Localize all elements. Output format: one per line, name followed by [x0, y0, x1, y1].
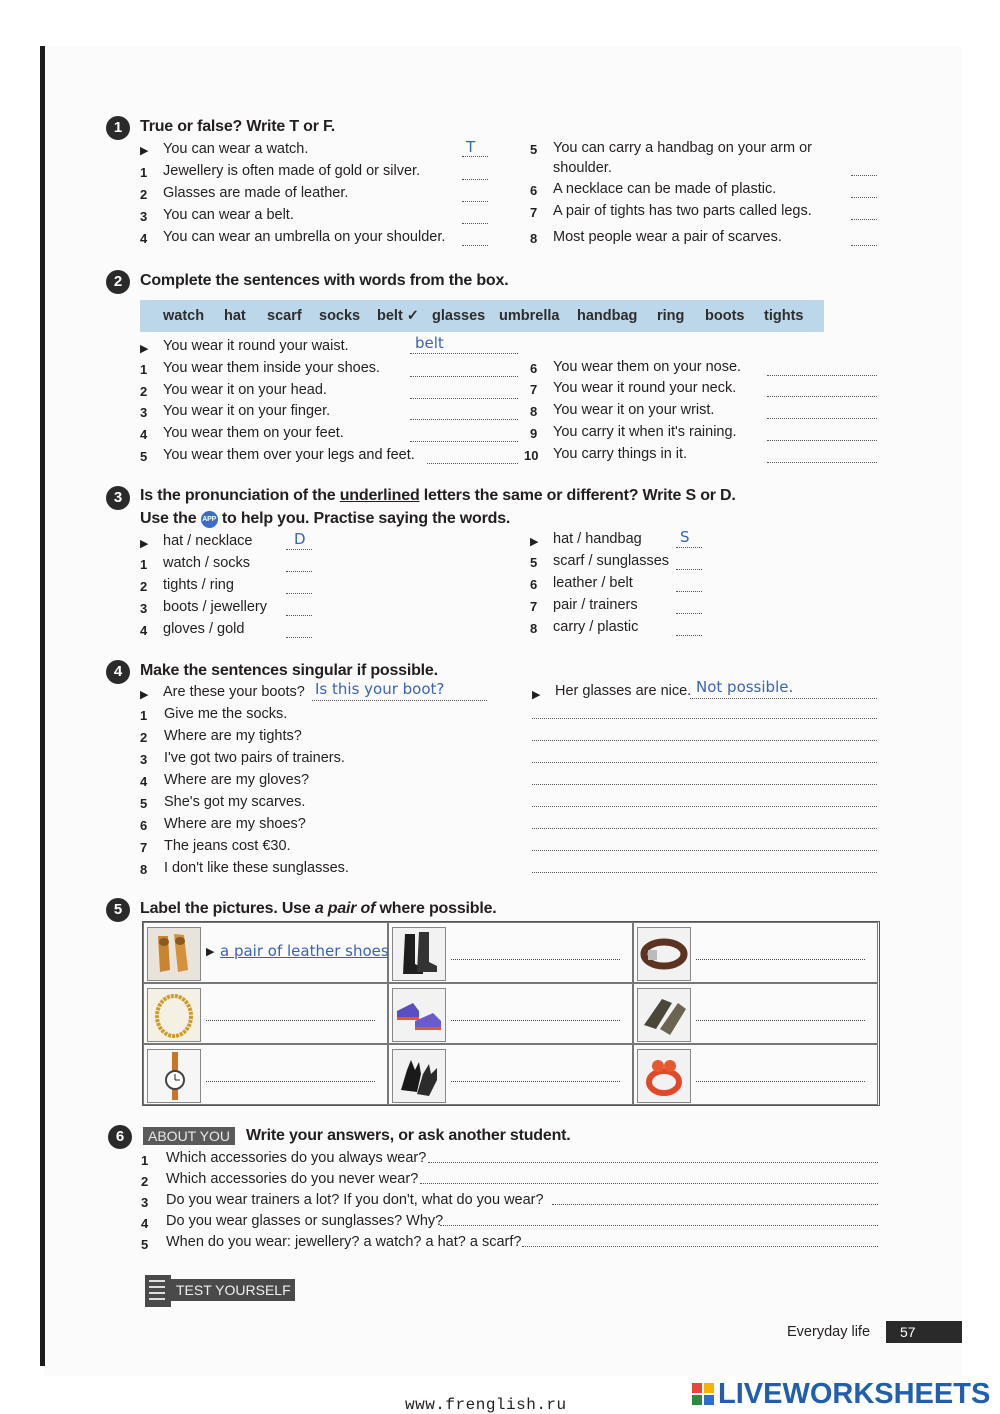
footer-section: Everyday life [787, 1324, 871, 1340]
item-number: 4 [140, 427, 148, 442]
picture-cell [388, 1044, 633, 1105]
watch-image [147, 1049, 201, 1103]
s2-item-1: You wear them inside your shoes. [163, 360, 381, 376]
s4-example-right-answer: Not possible. [696, 678, 794, 696]
s3-answer-8[interactable] [676, 623, 702, 636]
item-number: 10 [524, 448, 539, 463]
s2-answer-7[interactable] [767, 384, 877, 397]
item-number: 7 [530, 382, 538, 397]
s1-example-text: You can wear a watch. [163, 141, 309, 157]
section-3-number: 3 [106, 486, 130, 510]
title-part: Is the pronunciation of the [140, 487, 340, 504]
s3-item-7: pair / trainers [553, 597, 638, 613]
s1-item-1: Jewellery is often made of gold or silver. [163, 163, 421, 179]
s4-item-4: Where are my gloves? [164, 772, 310, 788]
word-box-item: glasses [432, 308, 486, 324]
picture-cell [143, 983, 388, 1044]
s4-item-2: Where are my tights? [164, 728, 302, 744]
page-number: 57 [886, 1321, 962, 1343]
s6-answer-4[interactable] [440, 1213, 878, 1226]
s5-answer-5[interactable] [451, 1020, 620, 1021]
s3-answer-3[interactable] [286, 603, 312, 616]
s3-example-left: hat / necklace [163, 533, 253, 549]
word-box-item: umbrella [499, 308, 560, 324]
s3-item-4: gloves / gold [163, 621, 245, 637]
s3-answer-7[interactable] [676, 601, 702, 614]
s4-answer-7[interactable] [532, 838, 877, 851]
section-4-number: 4 [106, 660, 130, 684]
item-number: 1 [140, 557, 148, 572]
s2-answer-6[interactable] [767, 363, 877, 376]
s6-answer-5[interactable] [522, 1234, 878, 1247]
liveworksheets-brand[interactable]: LIVEWORKSHEETS [718, 1378, 991, 1410]
s5-answer-4[interactable] [206, 1020, 375, 1021]
example-arrow: ▶ [140, 689, 149, 701]
s6-item-1: Which accessories do you always wear? [166, 1150, 427, 1166]
item-number: 2 [140, 384, 148, 399]
s3-example-line [676, 535, 702, 548]
s3-item-2: tights / ring [163, 577, 234, 593]
word-box-item: tights [764, 308, 804, 324]
item-number: 8 [530, 231, 538, 246]
source-url: www.frenglish.ru [405, 1396, 567, 1414]
s1-answer-2[interactable] [462, 189, 488, 202]
s4-example-left-answer: Is this your boot? [315, 680, 445, 698]
s4-answer-2[interactable] [532, 728, 877, 741]
s4-item-6: Where are my shoes? [164, 816, 306, 832]
s2-answer-10[interactable] [767, 450, 877, 463]
picture-cell [388, 922, 633, 983]
s3-example-line [286, 537, 312, 550]
s4-example-line [312, 688, 487, 701]
s6-answer-1[interactable] [428, 1150, 878, 1163]
word-box-item: handbag [577, 308, 638, 324]
s2-item-4: You wear them on your feet. [163, 425, 344, 441]
picture-grid [142, 921, 880, 1106]
s4-item-1: Give me the socks. [164, 706, 288, 722]
word-box-item: hat [224, 308, 246, 324]
item-number: 3 [140, 209, 148, 224]
item-number: 7 [530, 205, 538, 220]
item-number: 8 [140, 862, 148, 877]
s5-answer-3[interactable] [696, 959, 865, 960]
s1-answer-1[interactable] [462, 167, 488, 180]
page-spine [40, 46, 45, 1366]
item-number: 3 [141, 1195, 149, 1210]
s2-example-answer: belt [415, 334, 444, 352]
s1-answer-4[interactable] [462, 233, 488, 246]
s2-answer-8[interactable] [767, 406, 877, 419]
s3-item-3: boots / jewellery [163, 599, 267, 615]
s1-item-8: Most people wear a pair of scarves. [553, 229, 782, 245]
item-number: 7 [530, 599, 538, 614]
section-2-title: Complete the sentences with words from the box. [140, 272, 509, 289]
example-arrow: ▶ [206, 946, 215, 958]
picture-cell [388, 983, 633, 1044]
s1-item-7: A pair of tights has two parts called legs. [553, 203, 812, 219]
item-number: 4 [140, 774, 148, 789]
s2-answer-5[interactable] [427, 451, 518, 464]
s1-answer-3[interactable] [462, 211, 488, 224]
s1-example-line [462, 144, 488, 157]
s3-item-1: watch / socks [163, 555, 251, 571]
item-number: 1 [140, 362, 148, 377]
s2-answer-4[interactable] [410, 429, 518, 442]
s2-item-2: You wear it on your head. [163, 382, 327, 398]
section-2-number: 2 [106, 270, 130, 294]
item-number: 1 [141, 1153, 149, 1168]
s6-answer-2[interactable] [420, 1171, 878, 1184]
s6-answer-3[interactable] [552, 1192, 878, 1205]
item-number: 6 [530, 361, 538, 376]
example-arrow: ▶ [140, 343, 149, 355]
item-number: 3 [140, 405, 148, 420]
s2-item-10: You carry things in it. [553, 446, 688, 462]
s3-answer-1[interactable] [286, 559, 312, 572]
item-number: 7 [140, 840, 148, 855]
s3-example-right-answer: S [680, 528, 690, 546]
item-number: 9 [530, 426, 538, 441]
s1-answer-5[interactable] [851, 163, 877, 176]
s2-answer-9[interactable] [767, 428, 877, 441]
picture-cell [633, 922, 878, 983]
example-arrow: ▶ [530, 536, 539, 548]
s4-answer-3[interactable] [532, 750, 877, 763]
test-yourself-label: TEST YOURSELF [171, 1279, 295, 1301]
s1-answer-6[interactable] [851, 185, 877, 198]
section-3-title-line2 [140, 510, 510, 528]
item-number: 3 [140, 752, 148, 767]
picture-cell [143, 1044, 388, 1105]
s4-answer-4[interactable] [532, 772, 877, 785]
belt-image [637, 927, 691, 981]
word-box [140, 300, 824, 332]
word-box-item: belt ✓ [377, 308, 419, 324]
title-part: Label the pictures. Use [140, 900, 315, 917]
s2-item-6: You wear them on your nose. [553, 359, 742, 375]
item-number: 5 [530, 555, 538, 570]
title-part: where possible. [375, 900, 497, 917]
s4-answer-8[interactable] [532, 860, 877, 873]
s6-item-4: Do you wear glasses or sunglasses? Why? [166, 1213, 444, 1229]
scarf-image [637, 988, 691, 1042]
word-box-item: watch [163, 308, 205, 324]
s5-answer-6[interactable] [696, 1020, 865, 1021]
item-number: 3 [140, 601, 148, 616]
item-number: 8 [530, 621, 538, 636]
item-number: 2 [140, 579, 148, 594]
word-box-item: ring [657, 308, 685, 324]
item-number: 4 [141, 1216, 149, 1231]
s2-item-8: You wear it on your wrist. [553, 402, 715, 418]
s4-answer-5[interactable] [532, 794, 877, 807]
s4-example-line [690, 686, 877, 699]
section-3-title-line1 [140, 487, 736, 505]
section-4-title: Make the sentences singular if possible. [140, 662, 438, 679]
example-arrow: ▶ [140, 538, 149, 550]
item-number: 5 [530, 142, 538, 157]
item-number: 5 [140, 796, 148, 811]
s3-answer-5[interactable] [676, 557, 702, 570]
s5-answer-9[interactable] [696, 1081, 865, 1082]
s2-answer-2[interactable] [410, 386, 518, 399]
s3-answer-2[interactable] [286, 581, 312, 594]
s4-item-3: I've got two pairs of trainers. [164, 750, 345, 766]
s4-example-left: Are these your boots? [163, 684, 305, 700]
s3-item-6: leather / belt [553, 575, 633, 591]
test-yourself-badge [145, 1275, 295, 1307]
word-box-item: scarf [267, 308, 302, 324]
s3-item-5: scarf / sunglasses [553, 553, 670, 569]
word-box-item: boots [705, 308, 745, 324]
item-number: 2 [140, 730, 148, 745]
item-number: 5 [141, 1237, 149, 1252]
s4-answer-6[interactable] [532, 816, 877, 829]
item-number: 4 [140, 231, 148, 246]
s1-item-4: You can wear an umbrella on your shoulder. [163, 229, 446, 245]
leather-shoes-image [147, 927, 201, 981]
s6-item-2: Which accessories do you never wear? [166, 1171, 419, 1187]
item-number: 5 [140, 449, 148, 464]
notebook-icon [145, 1275, 171, 1307]
s1-item-3: You can wear a belt. [163, 207, 294, 223]
s3-answer-6[interactable] [676, 579, 702, 592]
title-part: letters the same or different? Write S or D. [419, 487, 736, 504]
s1-example-answer: T [466, 138, 476, 156]
s2-example-line [410, 341, 518, 354]
item-number: 6 [140, 818, 148, 833]
section-5-number: 5 [106, 898, 130, 922]
s2-example-text: You wear it round your waist. [163, 338, 349, 354]
title-part: Use the [140, 510, 201, 527]
section-5-title [140, 900, 497, 918]
s6-item-5: When do you wear: jewellery? a watch? a hat? a scarf? [166, 1234, 522, 1250]
s4-answer-1[interactable] [532, 706, 877, 719]
example-arrow: ▶ [140, 145, 149, 157]
s5-answer-7[interactable] [206, 1081, 375, 1082]
s2-item-5: You wear them over your legs and feet. [163, 447, 415, 463]
item-number: 2 [141, 1174, 149, 1189]
item-number: 4 [140, 623, 148, 638]
liveworksheets-logo-icon [692, 1383, 714, 1405]
s3-item-8: carry / plastic [553, 619, 639, 635]
s3-example-right: hat / handbag [553, 531, 642, 547]
section-6-number: 6 [108, 1125, 132, 1149]
s3-answer-4[interactable] [286, 625, 312, 638]
example-arrow: ▶ [532, 689, 541, 701]
s4-example-right: Her glasses are nice. [555, 683, 692, 699]
title-italic: a pair of [314, 900, 376, 917]
picture-cell [143, 922, 388, 983]
word-box-item: socks [319, 308, 361, 324]
s1-item-5-cont: shoulder. [553, 160, 612, 176]
title-underlined: underlined [339, 487, 420, 504]
s5-answer-8[interactable] [451, 1081, 620, 1082]
s3-example-left-answer: D [294, 530, 306, 548]
section-6-title: Write your answers, or ask another student. [246, 1127, 571, 1144]
boots-image [392, 927, 446, 981]
picture-cell [633, 983, 878, 1044]
item-number: 1 [140, 708, 148, 723]
s5-example-answer: a pair of leather shoes [220, 942, 389, 960]
s1-item-6: A necklace can be made of plastic. [553, 181, 777, 197]
s2-item-9: You carry it when it's raining. [553, 424, 737, 440]
about-you-badge: ABOUT YOU [143, 1127, 235, 1145]
ring-image [637, 1049, 691, 1103]
picture-cell [633, 1044, 878, 1105]
s1-answer-7[interactable] [851, 207, 877, 220]
item-number: 1 [140, 165, 148, 180]
section-1-title: True or false? Write T or F. [140, 118, 336, 135]
app-icon: APP [201, 511, 218, 528]
s2-answer-1[interactable] [410, 364, 518, 377]
s6-item-3: Do you wear trainers a lot? If you don't, what do you wear? [166, 1192, 544, 1208]
title-part: to help you. Practise saying the words. [217, 510, 511, 527]
trainers-image [392, 988, 446, 1042]
s2-item-3: You wear it on your finger. [163, 403, 331, 419]
s1-item-2: Glasses are made of leather. [163, 185, 349, 201]
s1-item-5: You can carry a handbag on your arm or [553, 140, 813, 156]
necklace-image [147, 988, 201, 1042]
s4-item-7: The jeans cost €30. [164, 838, 291, 854]
s1-answer-8[interactable] [851, 233, 877, 246]
s5-answer-2[interactable] [451, 959, 620, 960]
item-number: 2 [140, 187, 148, 202]
s2-item-7: You wear it round your neck. [553, 380, 737, 396]
s2-answer-3[interactable] [410, 407, 518, 420]
item-number: 6 [530, 577, 538, 592]
item-number: 8 [530, 404, 538, 419]
s4-item-5: She's got my scarves. [164, 794, 306, 810]
section-1-number: 1 [106, 116, 130, 140]
item-number: 6 [530, 183, 538, 198]
s4-item-8: I don't like these sunglasses. [164, 860, 349, 876]
gloves-image [392, 1049, 446, 1103]
